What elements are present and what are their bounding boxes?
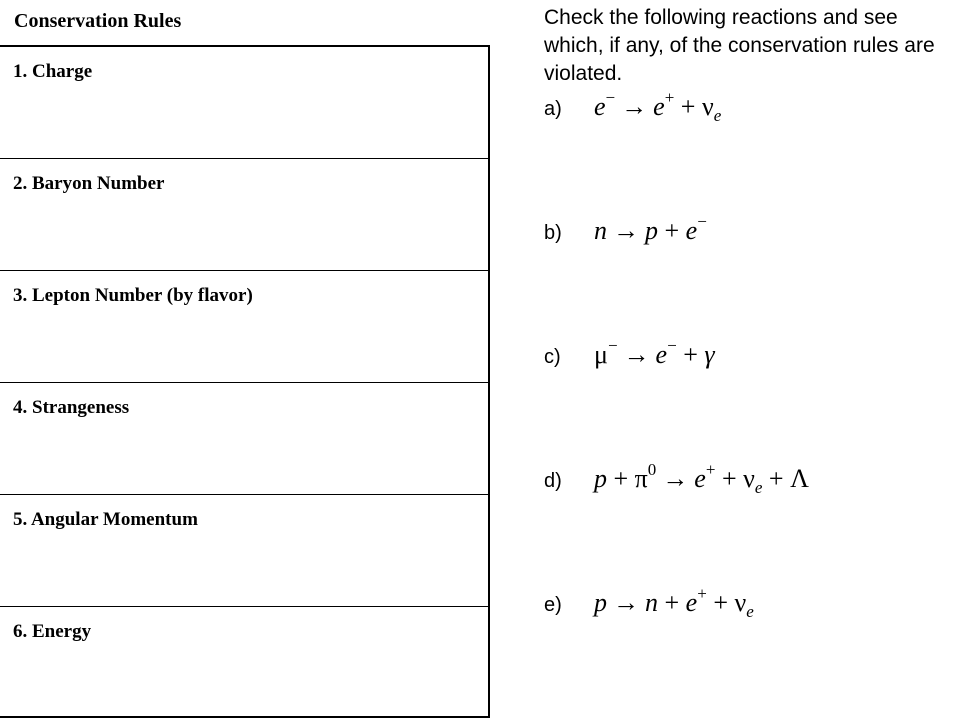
rule-label: 5. Angular Momentum <box>13 509 198 530</box>
reaction-c <box>544 336 944 386</box>
reaction-b <box>544 212 944 262</box>
rule-label: 1. Charge <box>13 61 93 82</box>
reaction-e <box>544 584 944 634</box>
reaction-equation: μ− → e− + γ <box>594 336 715 369</box>
reaction-label: c) <box>544 346 561 368</box>
reaction-equation: $p + \pi^0 \to e^+ + \nu_e + \Lambda$ <box>594 460 809 497</box>
instructions-text: Check the following reactions and see which, if any, of the conservation rules are violated. <box>544 6 935 85</box>
reaction-label: d) <box>544 470 562 492</box>
reaction-label: b) <box>544 222 562 244</box>
rule-label: 4. Strangeness <box>13 397 130 418</box>
rule-row-strangeness <box>0 383 488 495</box>
reaction-a <box>544 88 944 138</box>
rule-label: 3. Lepton Number (by flavor) <box>13 285 253 306</box>
rule-row-charge <box>0 47 488 159</box>
reaction-d <box>544 460 944 510</box>
rule-row-energy <box>0 607 488 719</box>
reaction-label: a) <box>544 98 562 120</box>
rule-row-lepton-number <box>0 271 488 383</box>
conservation-rules-table <box>0 45 490 718</box>
reaction-equation: $e^- \to e^+ + \nu_e$ <box>594 88 722 125</box>
rule-label: 6. Energy <box>13 621 92 642</box>
reaction-equation: n → p + e− <box>594 212 707 245</box>
reaction-label: e) <box>544 594 562 616</box>
rule-label: 2. Baryon Number <box>13 173 165 194</box>
conservation-rules-title: Conservation Rules <box>14 10 182 32</box>
rule-row-baryon-number <box>0 159 488 271</box>
rule-row-angular-momentum <box>0 495 488 607</box>
reaction-equation: $p \to n + e^+ + \nu_e$ <box>594 584 754 621</box>
